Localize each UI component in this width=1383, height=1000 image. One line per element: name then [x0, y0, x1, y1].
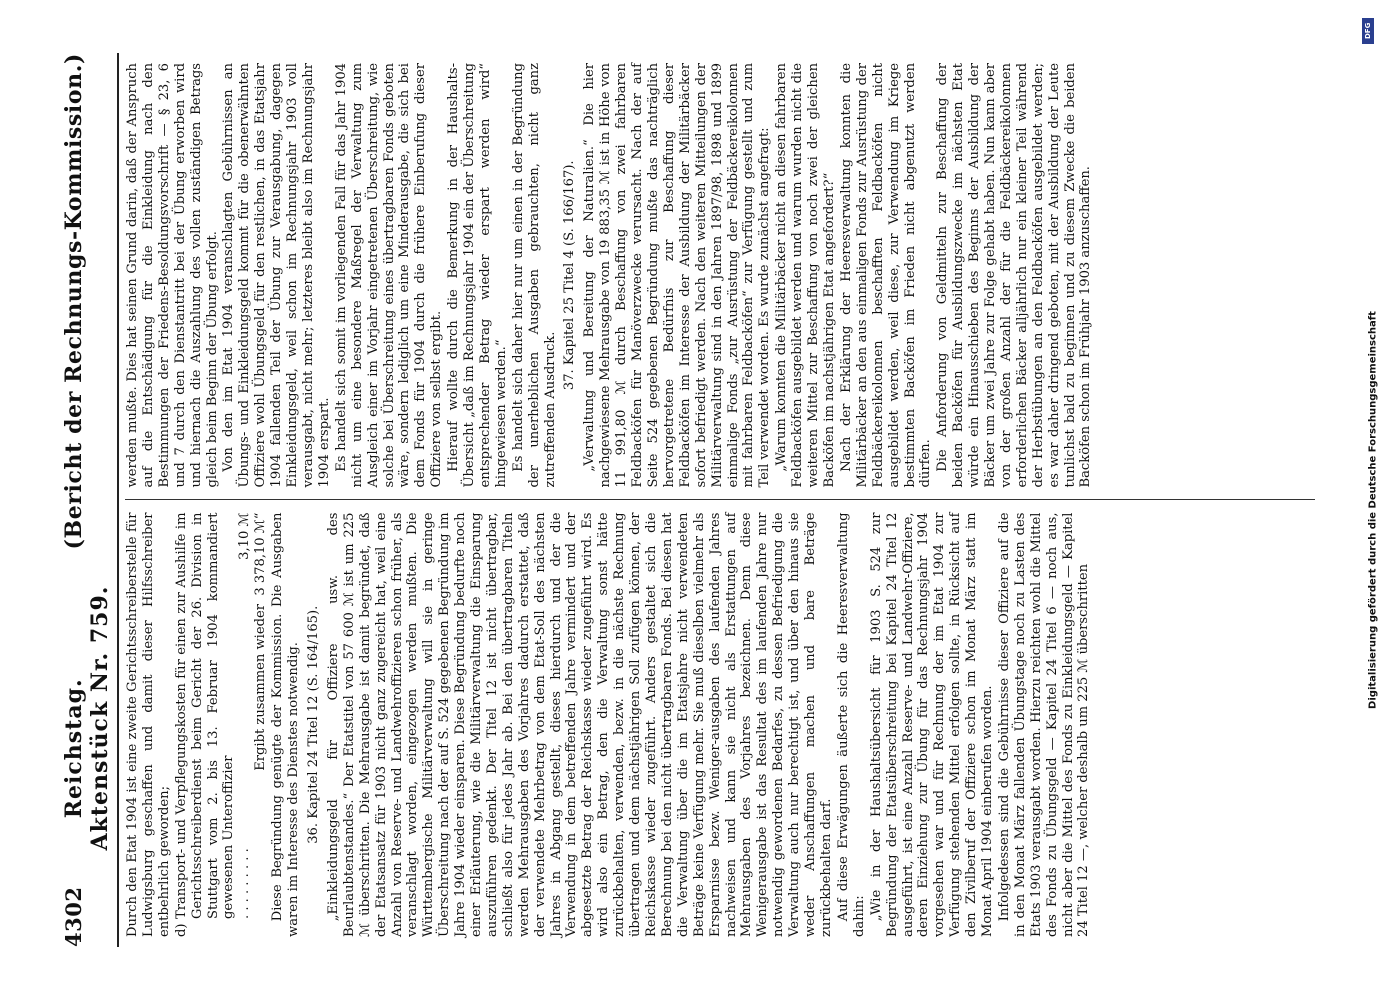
paragraph: Es handelt sich somit im vorliegenden Fall für das Jahr 1904 nicht um eine besondere Maßregel der Verwaltung zum Ausgleich einer im Vorjahr eingetretenen Überschreitung, wie solche bei Überschreitung eines übertragbaren Fonds geboten wäre, sondern lediglich um eine Minderausgabe, die sich bei dem Fonds für 1904 durch die frühere Einberufung dieser Offiziere von selbst ergibt. — [333, 63, 444, 488]
paragraph: Diese Begründung genügte der Kommission. Die Ausgaben waren im Interesse des Dienstes notwendig. — [269, 512, 301, 937]
page-number: 4302 — [60, 886, 86, 947]
paragraph: Infolgedessen sind die Gebührnisse dieser Offiziere auf die in den Monat März fallenden Übungstage noch zu Lasten des Etats 1903 verausgabt worden. Hierzu reichten wohl die Mittel des Fonds zu Übungsgeld — Kapitel 24 Titel 6 — noch aus, nicht aber die Mittel des Fonds zu Einkleidungsgeld — Kapitel 24 Titel 12 —, welcher deshalb um 225 ℳ überschritten — [996, 512, 1091, 937]
header-section: (Bericht der Rechnungs-Kommission.) — [60, 53, 87, 550]
header-left-text: Reichstag. — [60, 678, 87, 819]
right-column — [125, 53, 1315, 498]
text-columns — [125, 53, 1315, 947]
list-item — [173, 513, 253, 938]
paragraph: „Verwaltung und Bereitung der Naturalien.“ Die hier nachgewiesene Mehrausgabe von 19 883,35 ℳ ist in Höhe von 11 991,80 ℳ durch Beschaffung von zwei fahrbaren Feldbacköfen für Manöverzwecke verursacht. Nach der auf Seite 524 gegebenen Begründung mußte das nachträglich hervorgetretene Bedürfnis zur Beschaffung dieser Feldbacköfen im Interesse der Ausbildung der Militärbäcker sofort befriedigt werden. Nach den weiteren Mitteilungen der Militärverwaltung sind in den Jahren 1897/98, 1898 und 1899 einmalige Fonds „zur Ausrüstung der Feldbäckereikolonnen mit fahrbaren Feldbacköfen“ zur Verfügung gestellt und zum Teil verwendet worden. Es wurde zunächst angefragt: — [581, 63, 772, 488]
paragraph: Hierauf wollte durch die Bemerkung in der Haushalts-Übersicht „daß im Rechnungsjahr 1904 ein der Überschreitung entsprechender Betrag wieder erspart werden wird“ hingewiesen werden.“ — [445, 63, 509, 488]
dfg-logo-badge: DFG — [1362, 18, 1374, 44]
dot-leader: . . . . . . . . . — [236, 848, 252, 919]
paragraph: Es handelt sich daher hier nur um einen in der Begründung der unerheblichen Ausgaben gebrauchten, nicht ganz zutreffenden Ausdruck. — [510, 63, 558, 488]
paragraph: Die Anforderung von Geldmitteln zur Beschaffung der beiden Backöfen für Ausbildungszwecke im nächsten Etat würde ein Hinausschieben des Beginns der Ausbildung der Bäcker um zwei Jahre zur Folge gehabt haben. Nun kann aber von der großen Anzahl der für die Feldbäckereikolonnen erforderlichen Bäcker alljährlich nur ein kleiner Teil während der Herbstübungen an den Feldbacköfen ausgebildet werden; es war daher dringend geboten, mit der Ausbildung der Leute tunlichst bald zu beginnen und zu diesem Zwecke die beiden Backöfen schon im Frühjahr 1903 anzuschaffen. — [934, 63, 1093, 488]
paragraph: Von den im Etat 1904 veranschlagten Gebührnissen an Übungs- und Einkleidungsgeld kommt für die obenerwähnten Offiziere wohl Übungsgeld für den restlichen, in das Etatsjahr 1904 fallenden Teil der Übung zur Verausgabung, dagegen Einkleidungsgeld, weil schon im Rechnungsjahr 1903 voll verausgabt, nicht mehr; letzteres bleibt also im Rechnungsjahr 1904 erspart. — [220, 63, 332, 488]
item-text: Transport- und Verpflegungskosten für einen zur Aushilfe im Gerichtsschreiberdienst beim Gericht der 26. Division in Stuttgart vom 2. bis 13. Februar 1904 kommandiert gewesenen Unteroffizier — [173, 512, 236, 919]
left-column — [125, 503, 1315, 948]
amount-row — [237, 513, 253, 920]
paragraph: „Wie in der Haushaltsübersicht für 1903 S. 524 zur Begründung der Etatsüberschreitung bei Kapitel 24 Titel 12 ausgeführt, ist eine Anzahl Reserve- und Landwehr-Offiziere, deren Einziehung zur Übung für das Rechnungsjahr 1904 vorgesehen war und für Rechnung der im Etat 1904 zur Verfügung stehenden Mittel erfolgen sollte, in Rücksicht auf den Zivilberuf der Offiziere schon im Monat März statt im Monat April 1904 einberufen worden. — [868, 512, 995, 937]
paragraph: „Warum konnten die Militärbäcker nicht an diesen fahrbaren Feldbacköfen ausgebildet werden und warum wurden nicht die weiteren Mittel zur Beschaffung von noch zwei der gleichen Backöfen im nachstjährigen Etat angefordert?“ — [773, 63, 837, 488]
sum-label: Ergibt zusammen wieder — [252, 604, 268, 771]
digitization-credit: Digitalisierung gefördert durch die Deutsche Forschungsgemeinschaft — [1367, 311, 1379, 709]
sum-row — [253, 513, 269, 938]
document-number: Aktenstück Nr. 759. — [86, 585, 113, 851]
section-heading-36: 36. Kapitel 24 Titel 12 (S. 164/165). — [305, 605, 321, 844]
column-divider — [125, 500, 1315, 501]
sum-amount: 3 378,10 ℳ“ — [252, 512, 268, 596]
list-text — [173, 513, 253, 920]
paragraph: „Einkleidungsgeld für Offiziere usw. des Beurlaubtenstandes.“ Der Etatstitel von 57 600 ℳ ist um 225 ℳ überschritten. Die Mehrausgabe ist damit begründet, daß der Etatsansatz für 1903 nicht ganz zugereicht hat, weil eine Anzahl von Reserve- und Landwehroffizieren schon früher, als veranschlagt worden, eingezogen werden mußten. Die Württembergische Militärverwaltung will sie in geringe Überschreitung nach der auf S. 524 gegebenen Begründung im Jahre 1904 wieder einsparen. Diese Begründung bedurfte noch einer Erläuterung, wie die Militärverwaltung die Einsparung auszuführen gedenkt. Der Titel 12 ist nicht übertragbar, schließt also für jedes Jahr ab. Bei den übertragbaren Titeln werden Mehrausgaben des Vorjahres dadurch erstattet, daß der verwendete Mehrbetrag von dem Etat-Soll des nächsten Jahres in Abgang gestellt, dieses hierdurch und der die Verwendung in dem betreffenden Jahre vermindert und der abgesetzte Betrag der Reichskasse wieder zugeführt wird. Es wird also ein Betrag, den die Verwaltung sonst hätte zurückbehalten, verwenden, bezw. in die nächste Rechnung übertragen und dem nächstjährigen Soll zufügen können, der Reichskasse wieder zugeführt. Anders gestaltet sich die Berechnung bei den nicht übertragbaren Fonds. Bei diesen hat die Verwaltung über die im Etatsjahre nicht verwendeten Beträge keine Verfügung mehr. Sie muß dieselben vielmehr als Ersparnisse bezw. Weniger-ausgaben des laufenden Jahres nachweisen und kann sie nicht als Erstattungen auf Mehrausgaben des Vorjahres bezeichnen. Denn diese Wenigerausgabe ist das Resultat des im laufenden Jahre nur notwendig gewordenen Bedarfes, zu dessen Befriedigung die Verwaltung auch nur berechtigt ist, und über den hinaus sie weder Anschaffungen machen und bare Beträge zurückbehalten darf. — [325, 512, 834, 937]
header-title — [61, 549, 113, 886]
section-heading-37: 37. Kapitel 25 Titel 4 (S. 166/167). — [561, 160, 577, 391]
page-header — [61, 53, 119, 947]
paragraph: werden mußte. Dies hat seinen Grund darin, daß der Anspruch auf die Entschädigung für die Einkleidung nach den Bestimmungen der Friedens-Besoldungsvorschrift — § 23, 6 und 7 durch den Dienstantritt bei der Übung erworben wird und hiernach die Auszahlung des vollen zuständigen Betrags gleich beim Beginn der Übung erfolgt. — [124, 63, 220, 488]
list-label: d) — [173, 923, 189, 937]
paragraph: Nach der Erklärung der Heeresverwaltung konnten die Militärbäcker an den aus einmaligen Fonds zur Ausrüstung der Feldbäckereikolonnen beschafften Feldbacköfen nicht ausgebildet werden, weil diese, zur Verwendung im Kriege bestimmten Backöfen im Frieden nicht abgenutzt werden dürfen. — [838, 63, 933, 488]
paragraph: Auf diese Erwägungen äußerte sich die Heeresverwaltung dahin: — [835, 512, 867, 937]
paragraph: Durch den Etat 1904 ist eine zweite Gerichtsschreiberstelle für Ludwigsburg geschaffen und damit dieser Hilfsschreiber entbehrlich geworden; — [124, 512, 172, 937]
rotated-document-page — [47, 35, 1337, 965]
item-amount: 3,10 ℳ — [236, 512, 252, 560]
digitization-note — [1359, 10, 1377, 990]
